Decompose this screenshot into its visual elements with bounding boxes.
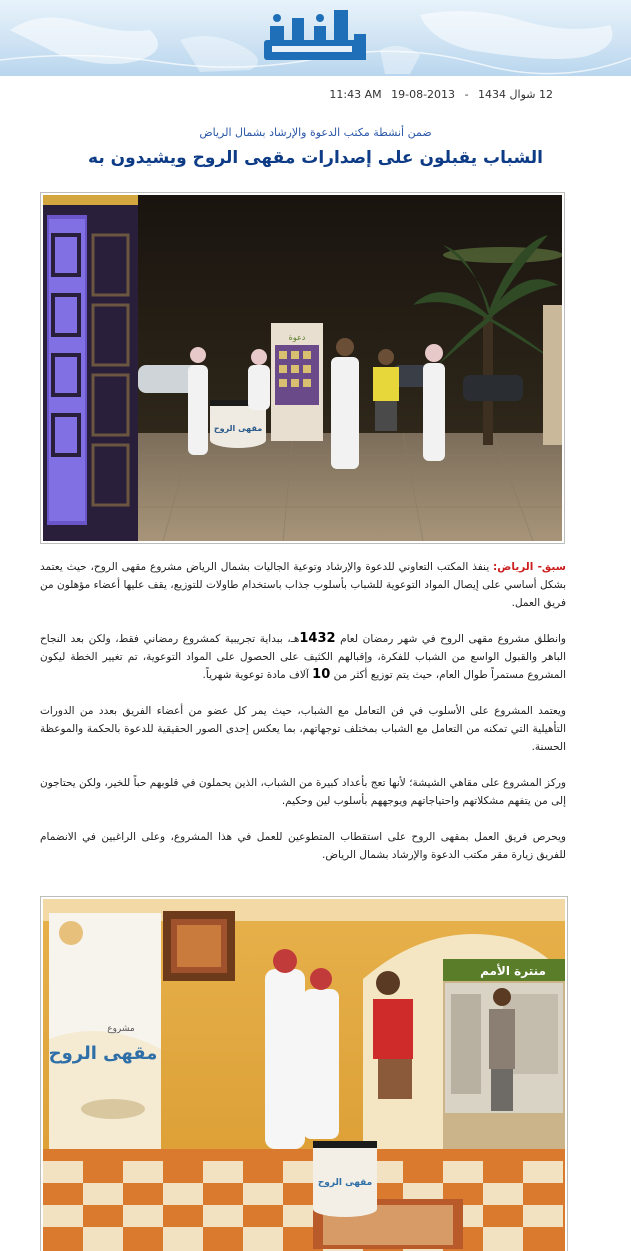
night-event-photo	[43, 195, 562, 541]
site-logo[interactable]	[262, 4, 370, 68]
photo2-stand-label: مقهى الروح	[317, 1178, 373, 1188]
paragraph-1	[40, 558, 566, 612]
paragraph-4: وركز المشروع على مقاهي الشيشة؛ لأنها تعج بأعداد كبيرة من الشباب، الذين يحملون في قلوبهم حباً للخير، ولكن يحتاجون إلى من يتفهم مشكلاتهم واحتياجاتهم ويوجههم بأسلوب لين وحكيم.	[40, 777, 566, 807]
article-kicker: ضمن أنشطة مكتب الدعوة والإرشاد بشمال الرياض	[199, 126, 432, 139]
paragraph-1-text: ينفذ المكتب التعاوني للدعوة والإرشاد وتوعية الجاليات بشمال الرياض مشروع مقهى الروح، حيث يعتمد بشكل أساسي على إيصال المواد التوعوية للشباب بأسلوب جذاب باستخدام طاولات للتوزيع، يقف عليها أعضاء مؤهلون من فريق العمل.	[40, 561, 566, 609]
hijri-date: 12 شوال 1434	[478, 88, 553, 101]
article-photo-1	[40, 192, 565, 544]
paragraph-2-part-2: هـ، ببداية تجريبية كمشروع رمضاني فقط، ولكن بعد النجاح الباهر والقبول الواسع من الشباب للفكرة، وإقبالهم الكثيف على الحصول على المواد التوعوية، تم تغيير الخطة ليكون المشروع مستمراً طوال العام، حيث يتم توزيع أكثر من	[40, 633, 566, 681]
article-dateline	[323, 88, 553, 101]
photo1-banner-label: دعوة	[288, 333, 306, 342]
paragraph-5: ويحرص فريق العمل بمقهى الروح على استقطاب المتطوعين للعمل في هذا المشروع، وعلى الراغبين في الانضمام للفريق زيارة مقر مكتب الدعوة والإرشاد بشمال الرياض.	[40, 831, 566, 861]
count-number: 10	[312, 667, 331, 682]
paragraph-2	[40, 630, 566, 684]
paragraph-3: ويعتمد المشروع على الأسلوب في فن التعامل مع الشباب، حيث يمر كل عضو من أعضاء الفريق بعدد من الدورات التأهيلية التي تمكنه من التعامل مع الشباب بمختلف توجهاتهم، بما يعكس إحدى الصور الحقيقية للدعوة بالحكمة والموعظة الحسنة.	[40, 705, 566, 753]
indoor-event-photo	[43, 899, 565, 1251]
gregorian-date: 19-08-2013	[391, 88, 456, 101]
photo2-sign-label: منترة الأمم	[480, 964, 546, 978]
sabq-logo-icon	[262, 4, 370, 68]
article-lead: سبق- الرياض:	[493, 561, 566, 573]
article-photo-2	[40, 896, 568, 1251]
photo2-rollup-label: مقهى الروح	[48, 1043, 158, 1064]
year-number: 1432	[299, 631, 336, 646]
photo1-stand-label: مقهى الروح	[213, 424, 263, 433]
paragraph-2-part-1: وانطلق مشروع مقهى الروح في شهر رمضان لعام	[335, 633, 566, 645]
paragraph-2-part-3: آلاف مادة توعوية شهرياً.	[202, 669, 313, 681]
article-body	[40, 558, 566, 882]
site-banner	[0, 0, 631, 76]
article-title: الشباب يقبلون على إصدارات مقهى الروح ويشيدون به	[88, 148, 543, 168]
publish-time: 11:43 AM	[329, 88, 382, 101]
photo2-rollup-small: مشروع	[107, 1024, 135, 1034]
date-separator: -	[464, 88, 469, 101]
